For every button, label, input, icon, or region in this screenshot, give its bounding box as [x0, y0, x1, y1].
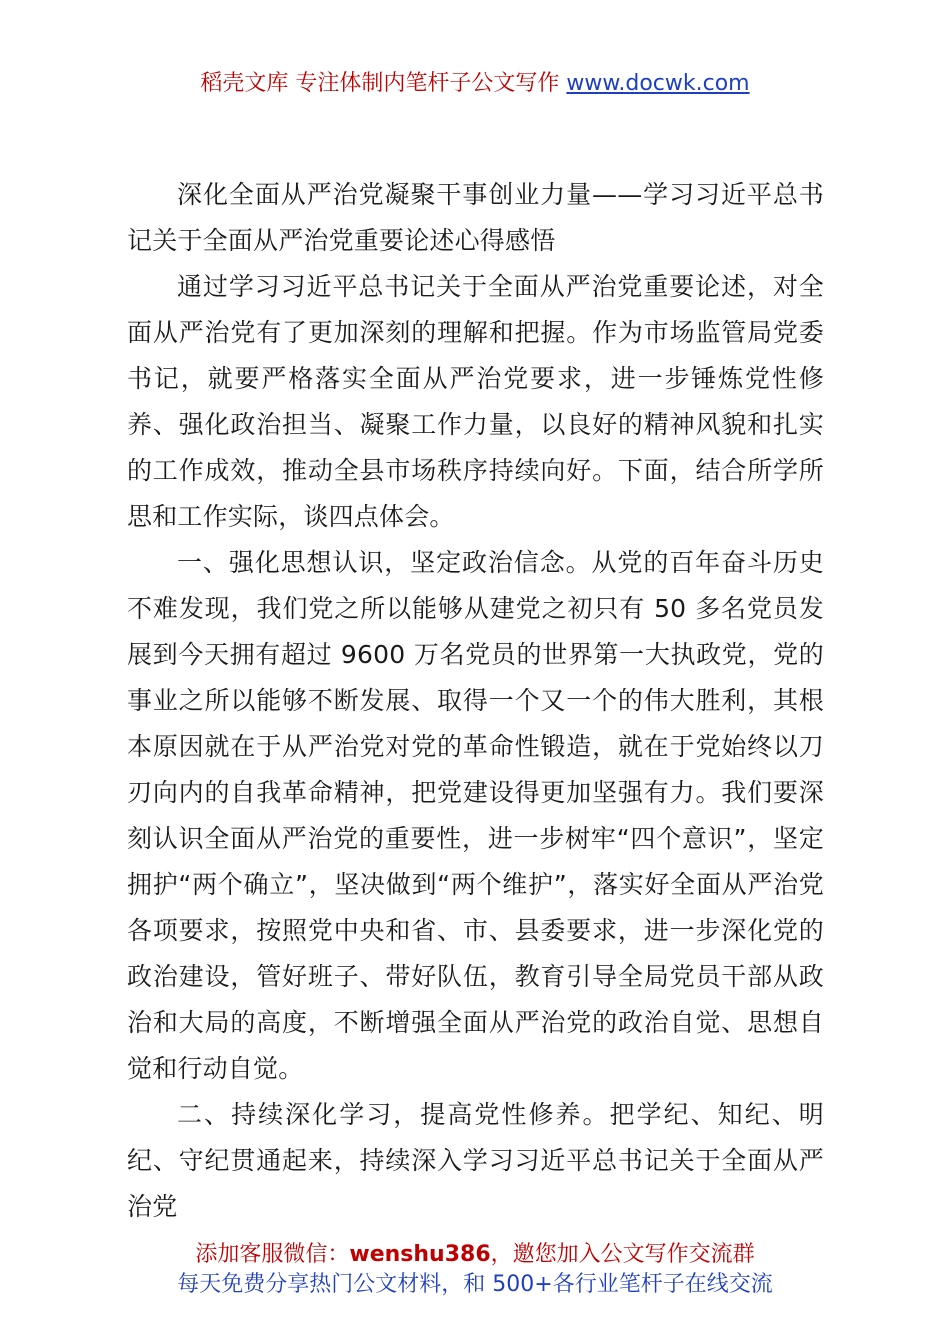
paragraph-section-one: 一、强化思想认识，坚定政治信念。从党的百年奋斗历史不难发现，我们党之所以能够从建党之初只有 50 多名党员发展到今天拥有超过 9600 万名党员的世界第一大执政党，党的事业之所以能够不断发展、取得一个又一个的伟大胜利，其根本原因就在于从严治党对党的革命性锻造，就在于党始终以刀刃向内的自我革命精神，把党建设得更加坚强有力。我们要深刻认识全面从严治党的重要性，进一步树牢“四个意识”，坚定拥护“两个确立”，坚决做到“两个维护”，落实好全面从严治党各项要求，按照党中央和省、市、县委要求，进一步深化党的政治建设，管好班子、带好队伍，教育引导全局党员干部从政治和大局的高度，不断增强全面从严治党的政治自觉、思想自觉和行动自觉。	[127, 548, 824, 1083]
page-header	[0, 68, 950, 100]
footer-contact-line	[0, 1240, 950, 1270]
footer-contact-prefix: 添加客服微信：	[195, 1242, 350, 1267]
footer-wechat-id: wenshu386	[349, 1242, 491, 1267]
paragraph-section-two: 二、持续深化学习，提高党性修养。把学纪、知纪、明纪、守纪贯通起来，持续深入学习习近平总书记关于全面从严治党	[127, 1100, 824, 1221]
document-title: 深化全面从严治党凝聚干事创业力量——学习习近平总书记关于全面从严治党重要论述心得感悟	[127, 180, 824, 255]
paragraph-intro: 通过学习习近平总书记关于全面从严治党重要论述，对全面从严治党有了更加深刻的理解和把握。作为市场监管局党委书记，就要严格落实全面从严治党要求，进一步锤炼党性修养、强化政治担当、凝聚工作力量，以良好的精神风貌和扎实的工作成效，推动全县市场秩序持续向好。下面，结合所学所思和工作实际，谈四点体会。	[127, 272, 824, 531]
document-body	[127, 172, 824, 1230]
header-url-link[interactable]: www.docwk.com	[566, 71, 750, 96]
footer-share-line: 每天免费分享热门公文材料，和 500+各行业笔杆子在线交流	[177, 1272, 773, 1297]
footer-contact-suffix: ，邀您加入公文写作交流群	[490, 1242, 755, 1267]
header-brand-text: 稻壳文库 专注体制内笔杆子公文写作	[200, 71, 567, 96]
page-footer	[0, 1240, 950, 1300]
